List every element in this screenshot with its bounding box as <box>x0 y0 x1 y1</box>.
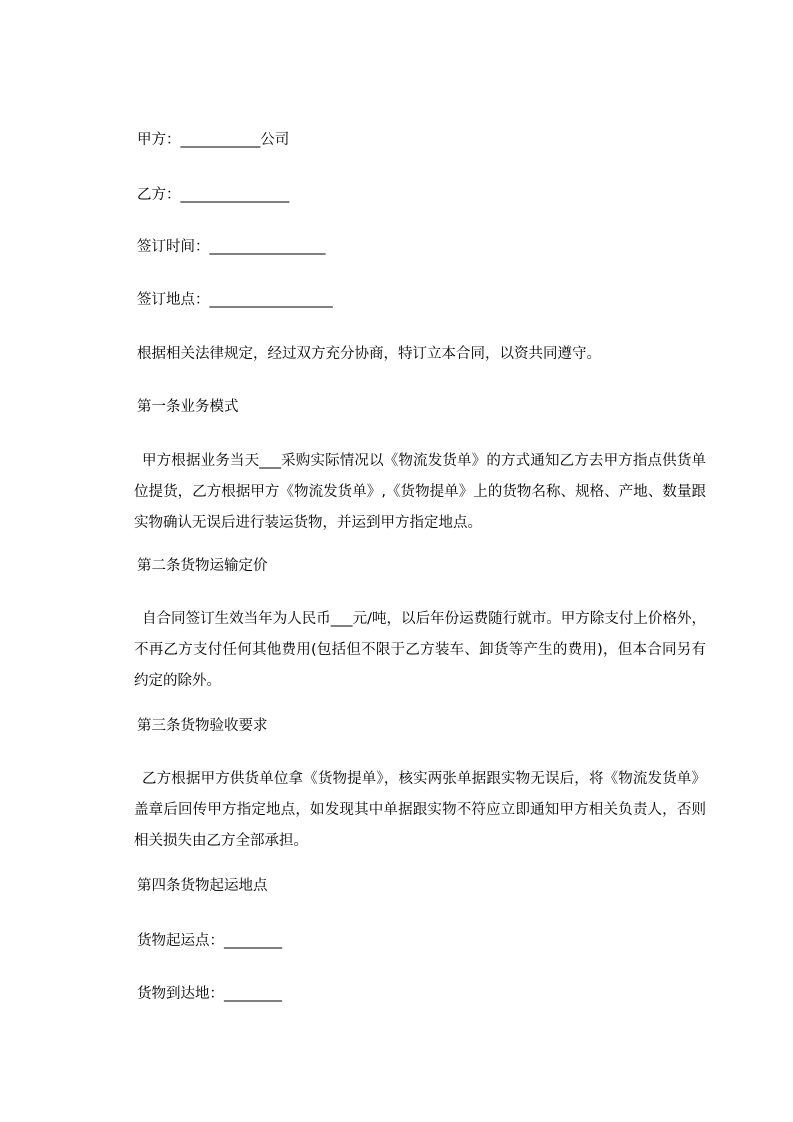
sign-time-blank: ________________ <box>209 239 326 255</box>
party-a-suffix: 公司 <box>260 132 290 148</box>
party-b-label: 乙方： <box>137 187 181 203</box>
article-1-body: 甲方根据业务当天___采购实际情况以《物流发货单》的方式通知乙方去甲方指点供货单位提货，乙方根据甲方《物流发货单》,《货物提单》上的货物名称、规格、产地、数量跟实物确认无误后进行装运货物，并运到甲方指定地点。 <box>134 453 706 531</box>
party-a-line <box>137 130 289 150</box>
destination-label: 货物到达地： <box>137 986 224 1002</box>
party-b-line <box>137 185 289 205</box>
origin-line <box>137 931 282 951</box>
article-3-title: 第三条货物验收要求 <box>137 718 268 734</box>
destination-line <box>137 984 282 1004</box>
sign-time-label: 签订时间： <box>137 239 210 255</box>
party-a-label: 甲方： <box>137 132 181 148</box>
origin-blank: ________ <box>224 933 282 949</box>
sign-place-label: 签订地点： <box>137 292 210 308</box>
article-2-body: 自合同签订生效当年为人民币___元/吨，以后年份运费随行就市。甲方除支付上价格外，不再乙方支付任何其他费用(包括但不限于乙方装车、卸货等产生的费用)，但本合同另有约定的除外。 <box>134 611 706 689</box>
sign-time-line <box>137 237 326 257</box>
article-2-title: 第二条货物运输定价 <box>137 558 268 574</box>
article-4-title: 第四条货物起运地点 <box>137 878 268 894</box>
article-1-title: 第一条业务模式 <box>137 399 239 415</box>
sign-place-blank: _________________ <box>209 292 333 308</box>
preamble: 根据相关法律规定，经过双方充分协商，特订立本合同，以资共同遵守。 <box>137 346 601 362</box>
party-a-blank: ___________ <box>180 132 261 148</box>
origin-label: 货物起运点： <box>137 933 224 949</box>
party-b-blank: _______________ <box>180 187 290 203</box>
article-3-body: 乙方根据甲方供货单位拿《货物提单》，核实两张单据跟实物无误后，将《物流发货单》盖章后回传甲方指定地点，如发现其中单据跟实物不符应立即通知甲方相关负责人，否则相关损失由乙方全部承担。 <box>134 771 706 849</box>
sign-place-line <box>137 290 333 310</box>
destination-blank: ________ <box>224 986 282 1002</box>
